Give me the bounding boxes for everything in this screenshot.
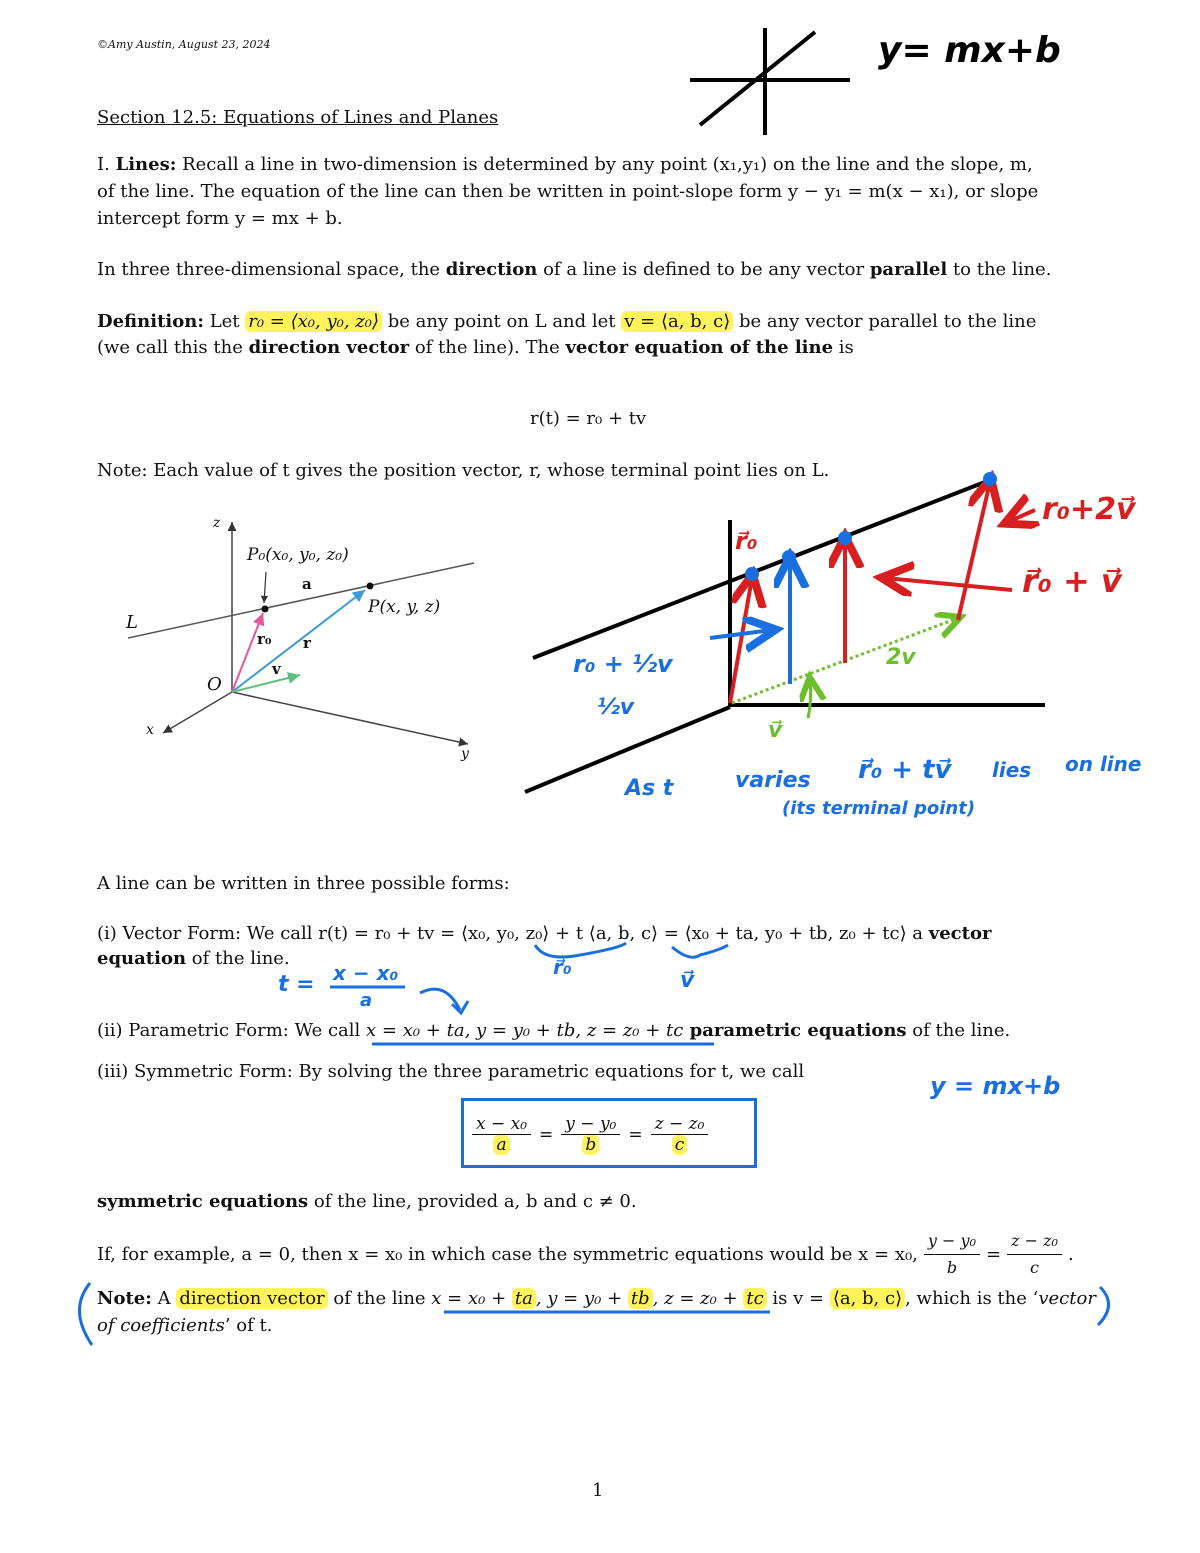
hw-r0-plus-2v: r₀+2v⃗ — [1042, 492, 1136, 527]
symmetric-equations: $\frac{\text{x − x₀}}{a}$ = $\frac{\text{y − y₀}}{b}$ = $\frac{\text{z − z₀}}{c}$ — [472, 1114, 708, 1155]
r0-highlight: r₀ = ⟨x₀, y₀, z₀⟩ — [245, 311, 382, 332]
hw-a: a — [360, 990, 373, 1011]
definition-line2: (we call this the direction vector of the line). The vector equation of the line is — [97, 337, 854, 358]
lines-intro-line1: I. Lines: Recall a line in two-dimension is determined by any point (x₁,y₁) on the line and the slope, m, — [97, 154, 1033, 175]
section-title: Section 12.5: Equations of Lines and Planes — [97, 107, 499, 128]
vector-equation: r(t) = r₀ + tv — [530, 408, 647, 429]
hw-r0-plus-tv: r⃗₀ + tv⃗ — [858, 755, 952, 785]
hw-v: v⃗ — [768, 718, 783, 743]
page-number: 1 — [592, 1480, 604, 1501]
fig-a-label: a — [302, 575, 312, 593]
hw-r0-under: r⃗₀ — [553, 955, 572, 979]
hw-its-terminal-point: (its terminal point) — [782, 798, 976, 819]
hw-t-equals: t = — [278, 972, 315, 997]
fig-y-label: y — [461, 746, 469, 762]
symmetric-form-intro: (iii) Symmetric Form: By solving the three parametric equations for t, we call — [97, 1061, 805, 1082]
fig-P0-label: P₀(x₀, y₀, z₀) — [247, 545, 349, 565]
fig-r-label: r — [303, 634, 311, 652]
fig-L-label: L — [126, 612, 138, 633]
note-position-vector: Note: Each value of t gives the position vector, r, whose terminal point lies on L. — [97, 460, 830, 481]
fig-O-label: O — [207, 674, 222, 695]
hw-y-mx-b-mid: y = mx+b — [930, 1072, 1061, 1100]
direction-paragraph: In three three-dimensional space, the direction of a line is defined to be any vector parallel to the line. — [97, 259, 1052, 280]
vector-form-line2: equation of the line. — [97, 948, 290, 969]
lines-intro-line3: intercept form y = mx + b. — [97, 208, 343, 229]
hw-on-line: on line — [1065, 752, 1142, 776]
fig-z-label: z — [213, 515, 221, 531]
hw-x-minus-x0: x − x₀ — [333, 961, 399, 985]
hw-r0-half-v: r₀ + ½v — [573, 650, 673, 678]
hw-v-under: v⃗ — [680, 968, 695, 993]
hw-half-v: ½v — [597, 695, 635, 720]
fig-P-label: P(x, y, z) — [368, 597, 441, 617]
hw-varies: varies — [735, 768, 811, 793]
fig-v-label: v — [272, 660, 281, 678]
copyright: ©Amy Austin, August 23, 2024 — [97, 38, 271, 51]
hw-lies: lies — [992, 758, 1032, 782]
hw-as-t: As t — [625, 776, 674, 801]
lines-label: Lines: — [115, 154, 177, 175]
v-highlight: v = ⟨a, b, c⟩ — [621, 311, 733, 332]
hw-r0: r⃗₀ — [735, 527, 758, 555]
lines-intro-line2: of the line. The equation of the line can then be written in point-slope form y − y₁ = m(x − x₁), or slope — [97, 181, 1039, 202]
hw-r0-plus-v: r⃗₀ + v⃗ — [1022, 562, 1122, 600]
handwritten-y-mx-b: y= mx+b — [878, 30, 1061, 71]
example-line: If, for example, a = 0, then x = x₀ in which case the symmetric equations would be x = x₀, $\frac{\text{y − y₀}}{b}$ = $\frac{\text{z − z₀}}{c}$ . — [97, 1228, 1074, 1281]
parametric-form: (ii) Parametric Form: We call x = x₀ + ta, y = y₀ + tb, z = z₀ + tc parametric equations of the line. — [97, 1020, 1011, 1041]
fig-r0-label: r₀ — [257, 630, 272, 648]
definition-line1: Definition: Let r₀ = ⟨x₀, y₀, z₀⟩ be any point on L and let v = ⟨a, b, c⟩ be any vector parallel to the line — [97, 311, 1037, 332]
hw-2v: 2v — [886, 645, 916, 670]
fig-x-label: x — [146, 722, 154, 738]
note-direction-vector-line1: Note: A direction vector of the line x = x₀ + ta , y = y₀ + tb , z = z₀ + tc is v = ⟨a, b, c⟩ , which is the ‘vector — [97, 1288, 1096, 1309]
parametric-equations: x = x₀ + ta, y = y₀ + tb, z = z₀ + tc — [366, 1020, 684, 1041]
vector-form-line1: (i) Vector Form: We call r(t) = r₀ + tv = ⟨x₀, y₀, z₀⟩ + t ⟨a, b, c⟩ = ⟨x₀ + ta, y₀ + tb, z₀ + tc⟩ a vector — [97, 923, 992, 944]
symmetric-after: symmetric equations of the line, provided a, b and c ≠ 0. — [97, 1191, 637, 1212]
note-direction-vector-line2: of coefficients’ of t. — [97, 1315, 273, 1336]
forms-intro: A line can be written in three possible forms: — [97, 873, 510, 894]
